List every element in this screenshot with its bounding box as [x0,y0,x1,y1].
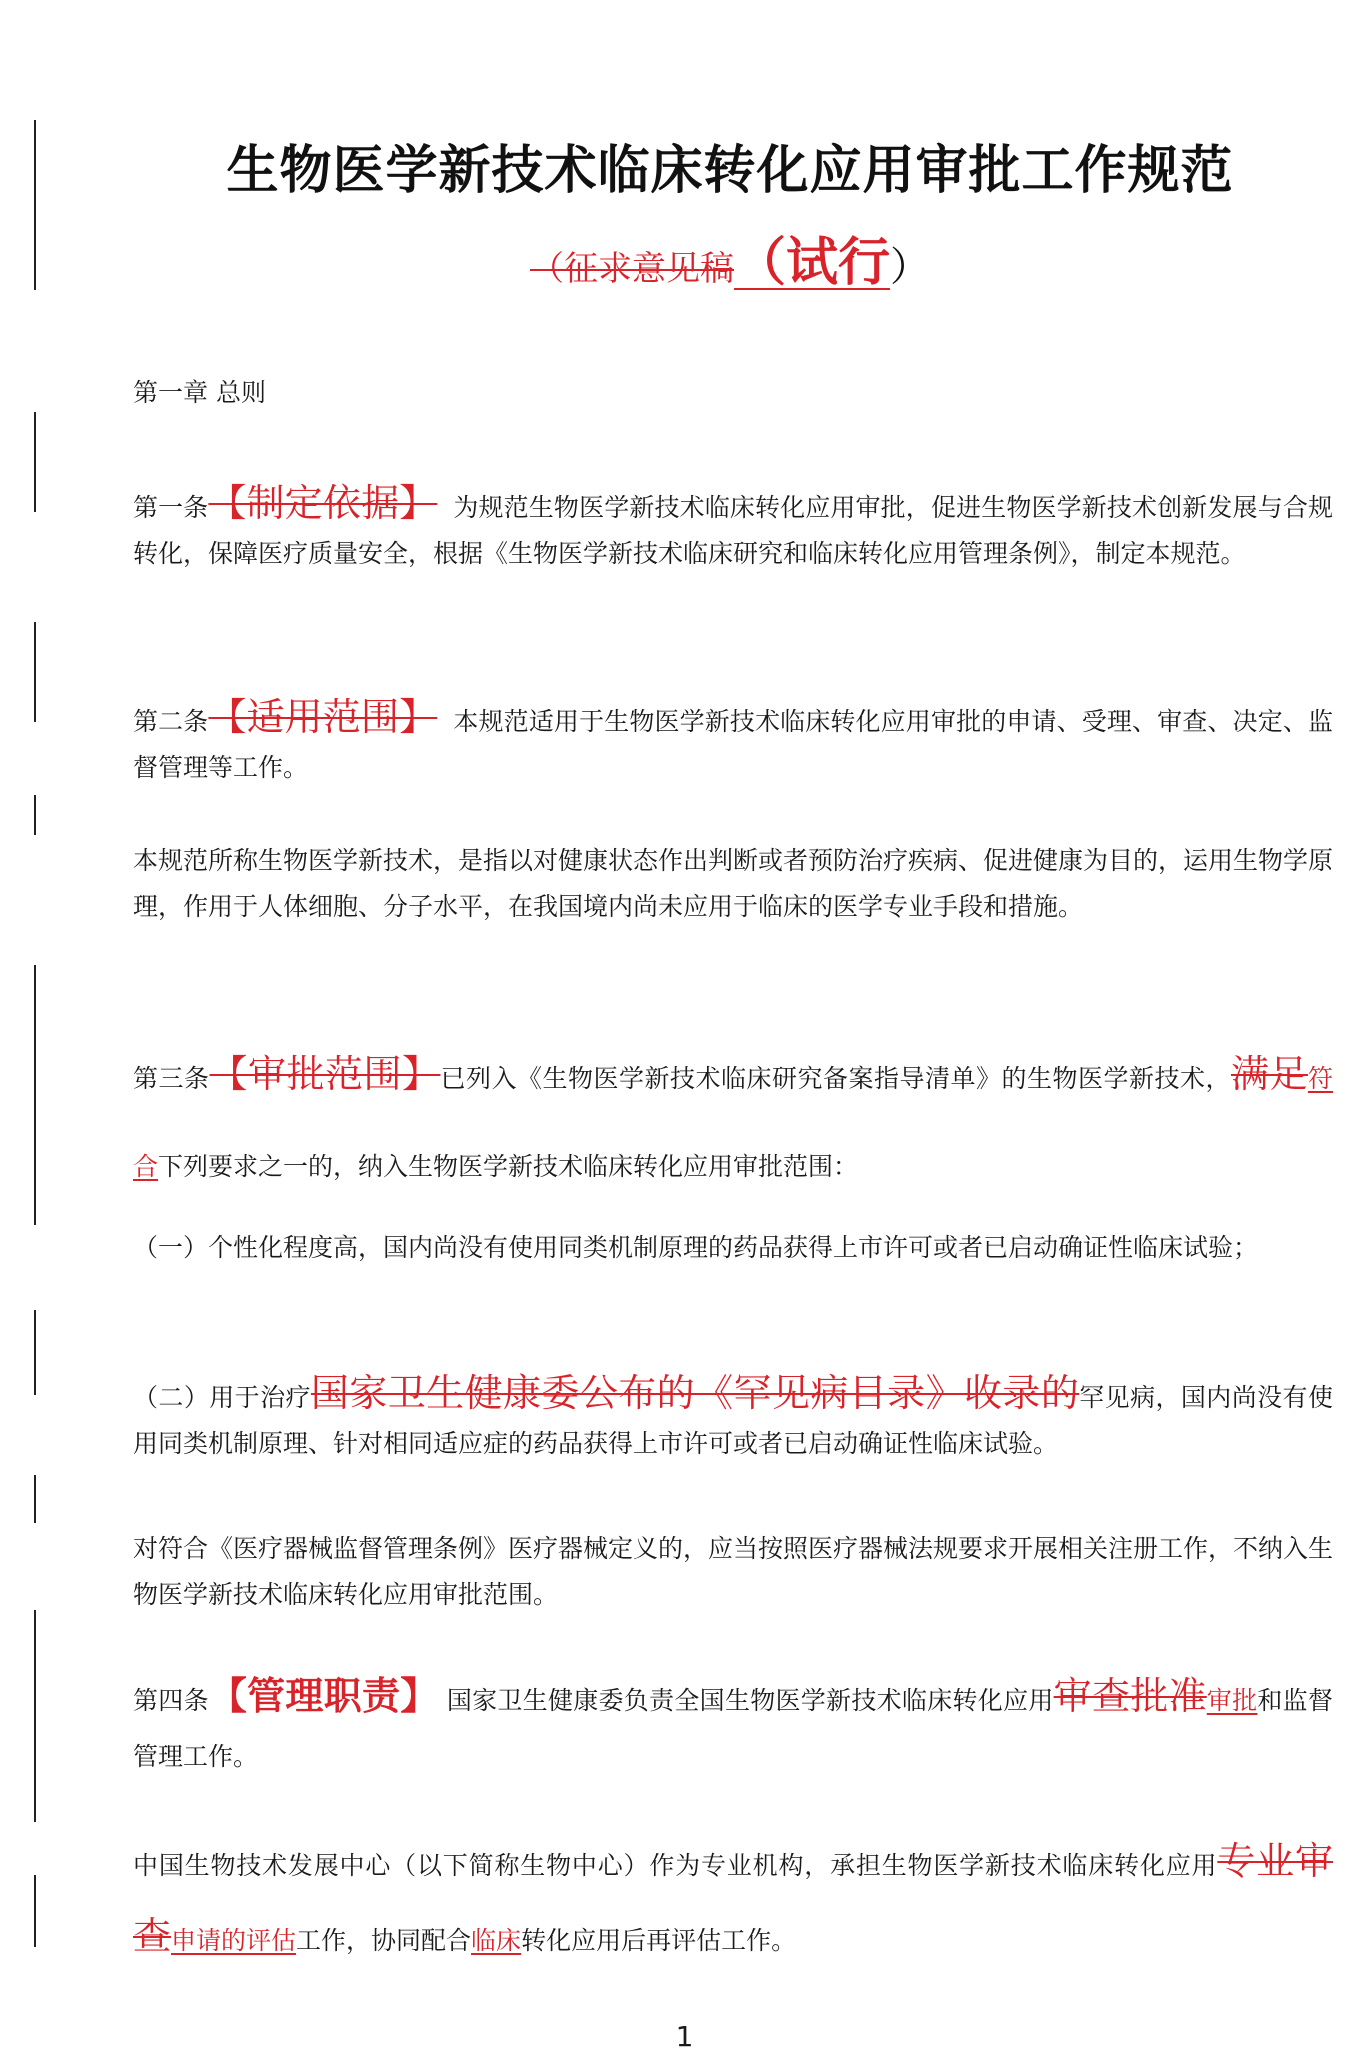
article-text: 已列入《生物医学新技术临床研究备案指导清单》的生物医学新技术， [440,1064,1231,1093]
definition-paragraph: 本规范所称生物医学新技术，是指以对健康状态作出判断或者预防治疗疾病、促进健康为目的，运用生物学原理，作用于人体细胞、分子水平，在我国境内尚未应用于临床的医学专业手段和措施。 [133,846,1334,921]
list-item-2: （二）用于治疗国家卫生健康委公布的《罕见病目录》收录的罕见病，国内尚没有使用同类机制原理、针对相同适应症的药品获得上市许可或者已启动确证性临床试验。 [133,1371,1333,1458]
inserted-text: 符合 [133,1064,1333,1181]
deleted-text: 【适用范围】 [208,695,438,739]
revision-bar [34,795,36,835]
page-number: 1 [675,2020,694,2053]
deleted-text: 【审批范围】 [209,1052,441,1096]
article-3 [133,1030,1333,1211]
deleted-text: 国家卫生健康委公布的《罕见病目录》收录的 [310,1371,1080,1415]
revision-bar [34,622,36,722]
revision-bar [34,1875,36,1947]
revision-bar [34,1475,36,1523]
inserted-text: （试行 [733,232,890,293]
inserted-text: 申请的评估 [171,1926,297,1955]
article-1 [133,480,1333,577]
article-4: 第四条【管理职责】 国家卫生健康委负责全国生物医学新技术临床转化应用审查批准审批和监督管理工作。 [133,1673,1333,1771]
closing-paren: ） [890,244,930,290]
list-item-1: （一）个性化程度高，国内尚没有使用同类机制原理的药品获得上市许可或者已启动确证性临床试验； [133,1233,1259,1262]
center-paragraph: 中国生物技术发展中心（以下简称生物中心）作为专业机构，承担生物医学新技术临床转化应用专业审查申请的评估工作，协同配合临床转化应用后再评估工作。 [133,1839,1333,1958]
article-text: 本规范适用于生物医学新技术临床转化应用审批的申请、受理、审查、决定、监督管理等工作。 [133,707,1333,782]
article-label: 第四条 [133,1686,209,1715]
revision-bar [34,120,36,290]
article-label: 第一条 [133,493,209,522]
revision-bar [34,1310,36,1395]
document-title: 生物医学新技术临床转化应用审批工作规范 [226,141,1234,201]
article-label: 第三条 [133,1064,210,1093]
document-subtitle [130,220,1330,295]
device-paragraph: 对符合《医疗器械监督管理条例》医疗器械定义的，应当按照医疗器械法规要求开展相关注册工作，不纳入生物医学新技术临床转化应用审批范围。 [133,1534,1334,1609]
revision-bar [34,965,36,1225]
inserted-text: 审批 [1206,1686,1258,1715]
chapter-heading: 第一章 总则 [133,378,266,407]
deleted-text: 专业审查 [133,1839,1333,1958]
deleted-text: 审查批准 [1053,1674,1207,1718]
article-2 [133,694,1333,791]
article-text: 为规范生物医学新技术临床转化应用审批，促进生物医学新技术创新发展与合规转化，保障医疗质量安全，根据《生物医学新技术临床研究和临床转化应用管理条例》，制定本规范。 [133,493,1333,568]
inserted-text: 【管理职责】 [208,1673,439,1718]
inserted-text: 临床 [471,1926,522,1955]
deleted-text: 满足 [1230,1052,1308,1096]
deleted-text: 【制定依据】 [208,481,438,525]
article-text: 下列要求之一的，纳入生物医学新技术临床转化应用审批范围： [158,1152,859,1181]
deleted-text: （征求意见稿 [529,249,734,289]
revision-bar [34,412,36,512]
article-label: 第二条 [133,707,209,736]
revision-bar [34,1610,36,1822]
